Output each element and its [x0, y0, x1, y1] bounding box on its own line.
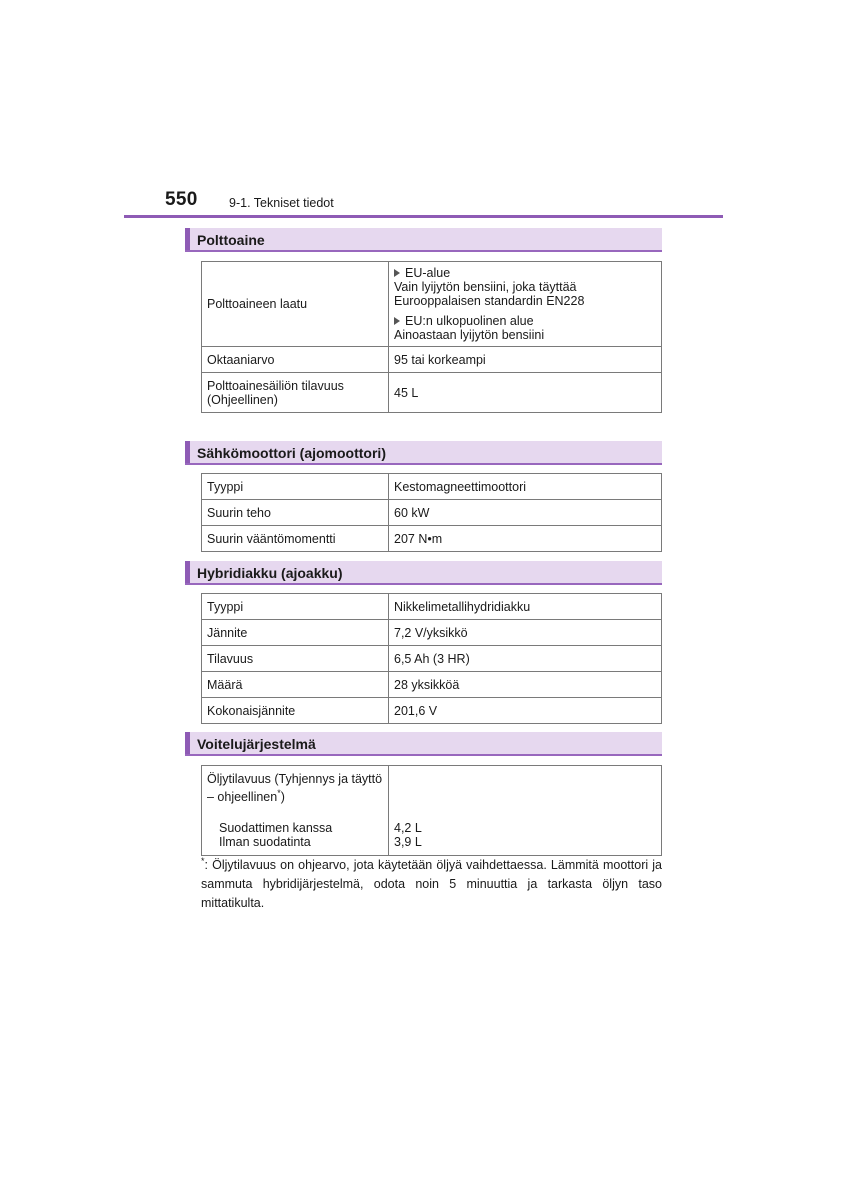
section-accent [185, 561, 190, 583]
table-row [202, 766, 662, 856]
table-row [202, 500, 662, 526]
section-heading-motor [185, 441, 662, 465]
table-row [202, 594, 662, 620]
quantity-label: Määrä [202, 672, 389, 698]
table-row [202, 526, 662, 552]
max-torque-label: Suurin vääntömomentti [202, 526, 389, 552]
battery-type-value: Nikkelimetallihydridiakku [389, 594, 662, 620]
tank-capacity-value: 45 L [389, 373, 662, 413]
table-row [202, 474, 662, 500]
non-eu-region-label: EU:n ulkopuolinen alue [405, 314, 534, 328]
section-title: Sähkömoottori (ajomoottori) [197, 445, 386, 461]
tank-capacity-label: Polttoainesäiliön tilavuus (Ohjeellinen) [202, 373, 389, 413]
table-row [202, 698, 662, 724]
capacity-label: Tilavuus [202, 646, 389, 672]
fuel-quality-value [389, 262, 662, 347]
max-torque-value: 207 N•m [389, 526, 662, 552]
page-number: 550 [165, 189, 198, 210]
eu-region-item [394, 266, 656, 280]
motor-spec-table [201, 473, 662, 552]
chapter-title: 9-1. Tekniset tiedot [229, 196, 334, 210]
triangle-bullet-icon [394, 317, 400, 325]
without-filter-value: 3,9 L [394, 835, 422, 850]
table-row [202, 646, 662, 672]
oil-capacity-values [389, 766, 662, 856]
non-eu-region-item [394, 314, 656, 328]
motor-type-value: Kestomagneettimoottori [389, 474, 662, 500]
max-power-label: Suurin teho [202, 500, 389, 526]
lubrication-spec-table [201, 765, 662, 856]
table-row [202, 373, 662, 413]
section-heading-fuel [185, 228, 662, 252]
table-row [202, 347, 662, 373]
voltage-value: 7,2 V/yksikkö [389, 620, 662, 646]
fuel-quality-label: Polttoaineen laatu [202, 262, 389, 347]
motor-type-label: Tyyppi [202, 474, 389, 500]
eu-region-text: Vain lyijytön bensiini, joka täyttää Eurooppalaisen standardin EN228 [394, 280, 585, 308]
non-eu-region-text: Ainoastaan lyijytön bensiini [394, 328, 545, 342]
quantity-value: 28 yksikköä [389, 672, 662, 698]
section-title: Polttoaine [197, 232, 265, 248]
total-voltage-label: Kokonaisjännite [202, 698, 389, 724]
section-heading-battery [185, 561, 662, 585]
section-title: Voitelujärjestelmä [197, 736, 316, 752]
footnote [201, 852, 662, 913]
fuel-spec-table [201, 261, 662, 413]
oil-capacity-label: Öljytilavuus (Tyhjennys ja täyttö – ohjeellinen*) [207, 772, 383, 805]
section-heading-lubrication [185, 732, 662, 756]
battery-spec-table [201, 593, 662, 724]
total-voltage-value: 201,6 V [389, 698, 662, 724]
without-filter-label: Ilman suodatinta [219, 835, 311, 850]
header-divider [124, 215, 723, 218]
table-row [202, 262, 662, 347]
octane-value: 95 tai korkeampi [389, 347, 662, 373]
section-accent [185, 441, 190, 463]
section-accent [185, 228, 190, 250]
triangle-bullet-icon [394, 269, 400, 277]
footnote-mark: * [201, 856, 205, 866]
section-title: Hybridiakku (ajoakku) [197, 565, 343, 581]
oil-capacity-cell [202, 766, 389, 856]
with-filter-label: Suodattimen kanssa [219, 821, 333, 836]
page-header [0, 0, 848, 220]
octane-label: Oktaaniarvo [202, 347, 389, 373]
capacity-value: 6,5 Ah (3 HR) [389, 646, 662, 672]
table-row [202, 672, 662, 698]
max-power-value: 60 kW [389, 500, 662, 526]
battery-type-label: Tyyppi [202, 594, 389, 620]
section-accent [185, 732, 190, 754]
eu-region-label: EU-alue [405, 266, 451, 280]
footnote-text: : Öljytilavuus on ohjearvo, jota käytetään öljyä vaihdettaessa. Lämmitä moottori ja sammuta hybridijärjestelmä, odota noin 5 minuuttia ja tarkasta öljyn taso mittatikulta. [201, 858, 662, 911]
with-filter-value: 4,2 L [394, 821, 422, 836]
voltage-label: Jännite [202, 620, 389, 646]
table-row [202, 620, 662, 646]
